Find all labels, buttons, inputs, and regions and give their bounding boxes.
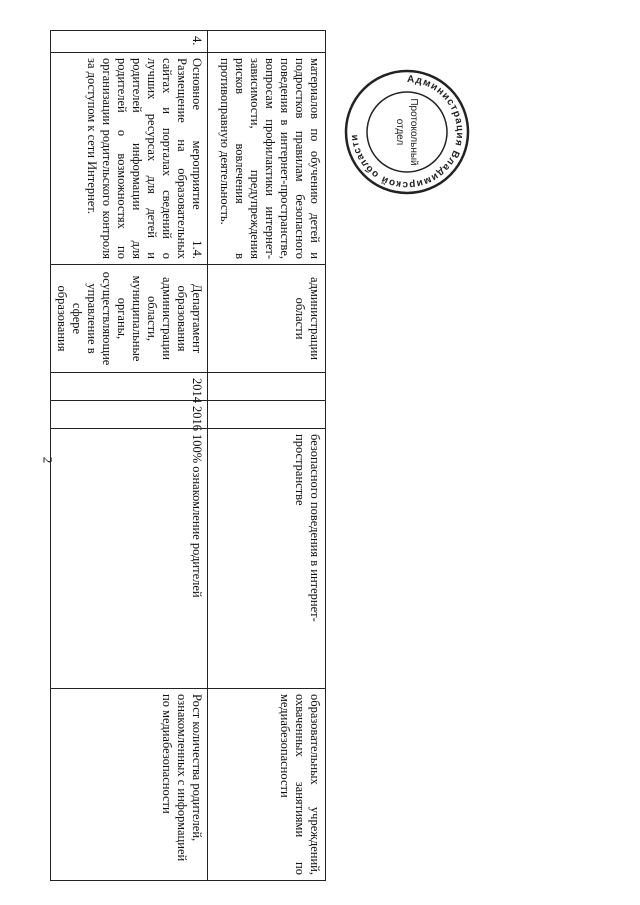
stamp-center-line2: отдел (394, 118, 405, 146)
row-result: Рост количества родителей, ознакомленных с информацией по медиабезопасности (51, 689, 208, 881)
row-result: образовательных учреждений, охваченных занятиями по медиабезопасности (208, 689, 326, 881)
table-row (51, 31, 208, 881)
stamp-center-line1: Протокольный (408, 98, 419, 166)
stamp-seal-icon (343, 68, 471, 196)
row-start-year (208, 373, 326, 401)
page-number: 2 (40, 456, 56, 464)
row-executor: Департамент образования администрации области, муниципальные органы, осуществляющие управление в сфере образования (51, 265, 208, 373)
row-number: 4. (51, 31, 208, 53)
row-start-year: 2014 (51, 373, 208, 401)
row-end-year (208, 401, 326, 429)
row-number (208, 31, 326, 53)
program-table (50, 30, 326, 881)
table-row (208, 31, 326, 881)
official-stamp (343, 68, 471, 196)
row-indicator: 100% ознакомление родителей (51, 429, 208, 689)
row-executor: администрации области (208, 265, 326, 373)
rotated-table-container (55, 30, 326, 880)
row-description: материалов по обучению детей и подростков правилам безопасного поведения в интернет-пространстве, вопросам профилактики интернет-зависимости, предупреждения рисков вовлечения в противоправную деятельность. (208, 53, 326, 265)
row-end-year: 2016 (51, 401, 208, 429)
row-description: Основное мероприятие 1.4. Размещение на образовательных сайтах и порталах сведений о лучших ресурсах для детей и родителей информации для родителей о возможностях по организации родительского контроля за доступом к сети Интернет. (51, 53, 208, 265)
row-indicator: безопасного поведения в интернет-пространстве (208, 429, 326, 689)
stamp-ring-text: Администрация Владимирской области (348, 73, 466, 191)
